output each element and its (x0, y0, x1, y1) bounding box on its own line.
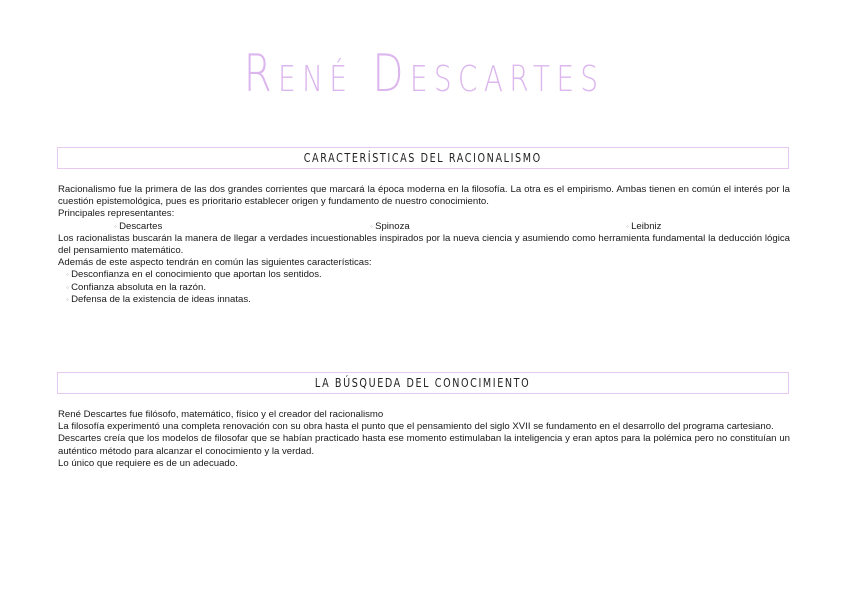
paragraph: Lo único que requiere es de un adecuado. (58, 457, 238, 469)
section-heading-conocimiento (57, 372, 789, 394)
representatives-label: Principales representantes: (58, 208, 175, 220)
list-item: ◦ Confianza absoluta en la razón. (66, 282, 790, 294)
representative-item: ◦ Spinoza (370, 221, 410, 233)
representative-item: ◦ Descartes (114, 221, 162, 233)
list-item: ◦ Defensa de la existencia de ideas innatas. (66, 294, 790, 306)
page-title: René Descartes (243, 44, 605, 104)
paragraph: La filosofía experimentó una completa renovación con su obra hasta el punto que el pensamiento del siglo XVII se fundamento en el desarrollo del programa cartesiano. (58, 421, 774, 433)
section-body-racionalismo (58, 184, 790, 306)
representative-item: ◦ Leibniz (626, 221, 661, 233)
paragraph: Además de este aspecto tendrán en común las siguientes características: (58, 257, 372, 269)
paragraph: René Descartes fue filósofo, matemático, físico y el creador del racionalismo (58, 409, 384, 420)
paragraph: Los racionalistas buscarán la manera de llegar a verdades incuestionables inspirados por la nueva ciencia y asumiendo como herramienta fundamental la deducción lógica del pensamiento matemático. (58, 232, 790, 256)
representatives-list (58, 221, 790, 233)
section-heading-text: LA BÚSQUEDA DEL CONOCIMIENTO (315, 376, 531, 390)
section-heading-racionalismo (57, 147, 789, 169)
section-heading-text: CARACTERÍSTICAS DEL RACIONALISMO (303, 151, 542, 165)
list-item: ◦ Desconfianza en el conocimiento que aportan los sentidos. (66, 269, 790, 281)
characteristics-list (58, 269, 790, 306)
section-body-conocimiento (58, 409, 790, 470)
paragraph: Descartes creía que los modelos de filosofar que se habían practicado hasta ese momento estimulaban la inteligencia y eran aptos para la polémica pero no constituían un auténtico método para alcanzar el conocimiento y la verdad. (58, 433, 790, 457)
paragraph: Racionalismo fue la primera de las dos grandes corrientes que marcará la época moderna en la filosofía. La otra es el empirismo. Ambas tienen en común el interés por la cuestión epistemológica, pues es prioritario establecer origen y fundamento de nuestro conocimiento. (58, 184, 790, 208)
